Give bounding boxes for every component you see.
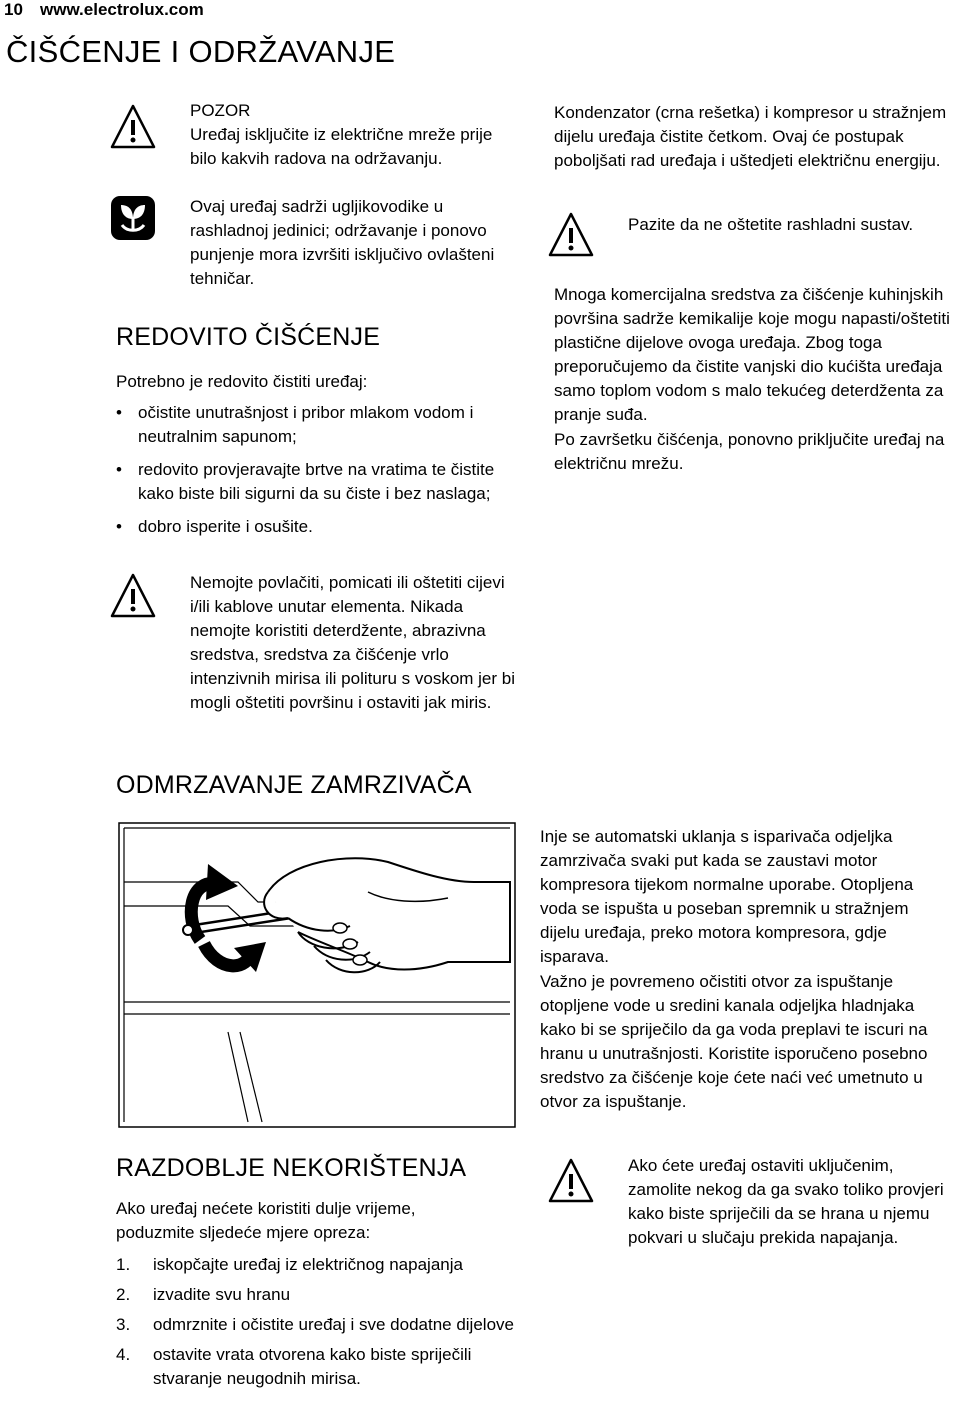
header-url[interactable]: www.electrolux.com [40,0,204,19]
eco-leaf-icon [110,195,156,241]
list-item: • dobro isperite i osušite. [116,515,516,539]
eco-note: Ovaj uređaj sadrži ugljikovodike u rashladnoj jedinici; održavanje i ponovo punjenje mora izvršiti isključivo ovlašteni tehničar. [190,197,495,288]
section-heading-nonuse: RAZDOBLJE NEKORIŠTENJA [116,1154,467,1182]
cleaning-bullet-list [116,401,516,548]
cooling-system-warning: Pazite da ne oštetite rashladni sustav. [628,215,914,234]
cleaning-products-text: Mnoga komercijalna sredstva za čišćenje kuhinjskih površina sadrže kemikalije koje mogu napasti/oštetiti plastične dijelove ovoga uređaja. Zbog toga preporučujemo da čistite vanjski dio kućišta uređaja samo toplom vodom s malo tekućeg deterdženta za pranje suđa. [554,285,950,424]
warning-triangle-icon [110,104,156,150]
page-number: 10 [4,0,23,19]
defrost-text-1: Inje se automatski uklanja s isparivača odjeljka zamrzivača svaki put kada se zaustavi motor kompresora tijekom normalne uporabe. Otopljena voda se ispušta u poseban spremnik u stražnjem dijelu uređaja, preko motora kompresora, gdje isparava. [540,827,914,966]
cleaning-warning-text: Nemojte povlačiti, pomicati ili oštetiti cijevi i/ili kablove unutar elementa. Nikada nemojte koristiti deterdžente, abrazivna sredstva, sredstva za čišćenje vrlo intenzivnih mirisa ili polituru s voskom jer bi mogli oštetiti površinu i ostaviti jak miris. [190,573,516,712]
section-heading-defrost: ODMRZAVANJE ZAMRZIVAČA [116,771,472,799]
list-item: 3. odmrznite i očistite uređaj i sve dodatne dijelove [116,1315,514,1334]
list-item: 1. iskopčajte uređaj iz električnog napajanja [116,1255,463,1274]
regular-cleaning-intro: Potrebno je redovito čistiti uređaj: [116,372,368,391]
warning-triangle-icon [548,1158,594,1204]
caution-text: Uređaj isključite iz električne mreže prije bilo kakvih radova na održavanju. [190,125,493,168]
page-title: ČIŠĆENJE I ODRŽAVANJE [6,34,396,69]
condenser-text: Kondenzator (crna rešetka) i kompresor u stražnjem dijelu uređaja čistite četkom. Ovaj će postupak poboljšati rad uređaja i uštedjeti električnu energiju. [554,103,947,170]
nonuse-steps [116,1253,516,1397]
list-item: • redovito provjeravajte brtve na vratima te čistite kako biste bili sigurni da su čiste i bez naslaga; [116,458,516,506]
defrost-illustration [118,822,516,1128]
list-item: 2. izvadite svu hranu [116,1285,291,1304]
warning-triangle-icon [548,212,594,258]
power-outage-warning: Ako ćete uređaj ostaviti uključenim, zamolite nekog da ga svako toliko provjeri kako biste spriječili da se hrana u njemu pokvari u slučaju prekida napajanja. [628,1156,944,1247]
section-heading-regular-cleaning: REDOVITO ČIŠĆENJE [116,323,381,351]
list-item: 4. ostavite vrata otvorena kako biste spriječili stvaranje neugodnih mirisa. [116,1345,472,1388]
list-item: • očistite unutrašnjost i pribor mlakom vodom i neutralnim sapunom; [116,401,516,449]
defrost-text-2: Važno je povremeno očistiti otvor za ispuštanje otopljene vode u sredini kanala odjeljka hladnjaka kako bi se spriječilo da ga voda preplavi te iscuri na hranu u unutrašnjosti. Koristite isporučeno posebno sredstvo za čišćenje koje ćete naći već umetnuto u otvor za ispuštanje. [540,972,928,1111]
nonuse-intro: Ako uređaj nećete koristiti dulje vrijeme, poduzmite sljedeće mjere opreza: [116,1199,416,1242]
caution-block [190,99,520,171]
warning-triangle-icon [110,573,156,619]
caution-heading: POZOR [190,101,251,120]
reconnect-text: Po završetku čišćenja, ponovno priključite uređaj na električnu mrežu. [554,430,945,473]
